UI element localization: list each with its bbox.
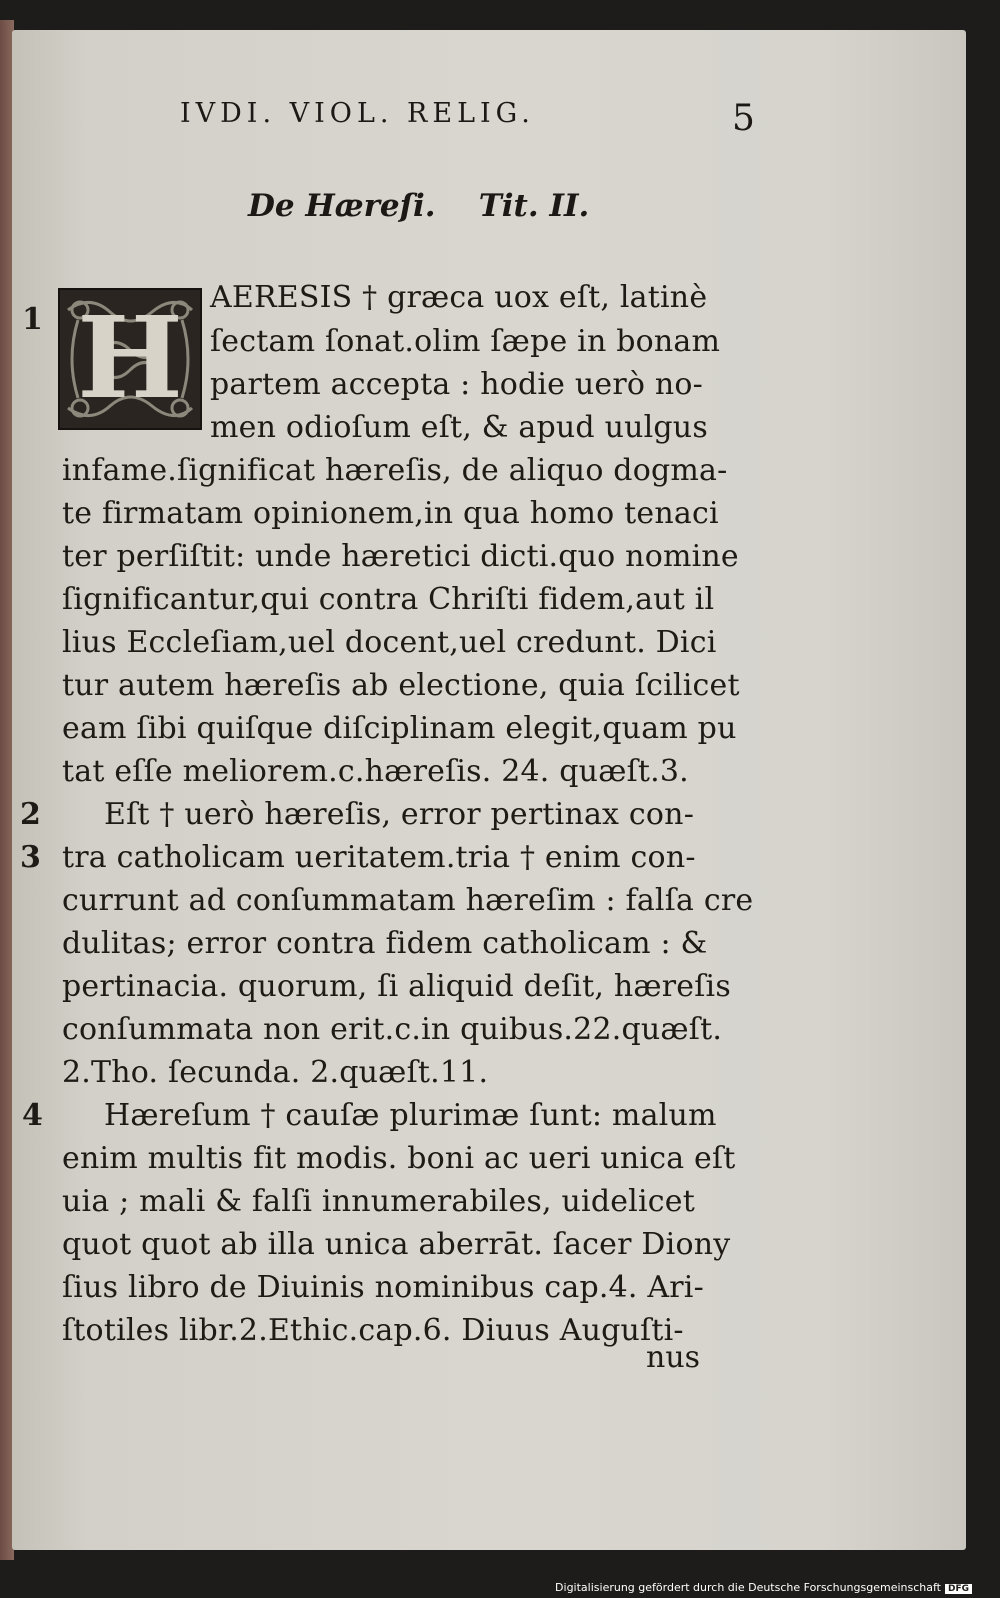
margin-number: 2 xyxy=(20,797,41,832)
text-line: tur autem hæreſis ab electione, quia ſcilicet xyxy=(62,668,740,703)
text-line: lius Eccleſiam,uel docent,uel credunt. Dici xyxy=(62,625,717,660)
text-line: infame.ſignificat hæreſis, de aliquo dogma- xyxy=(62,453,728,488)
text-line: currunt ad conſummatam hæreſim : falſa cre xyxy=(62,883,754,918)
margin-number: 1 xyxy=(22,302,43,337)
margin-number: 4 xyxy=(22,1098,43,1133)
text-line: quot quot ab illa unica aberrāt. ſacer Diony xyxy=(62,1227,731,1262)
text-line: 2.Tho. ſecunda. 2.quæſt.11. xyxy=(62,1055,489,1090)
text-line: ſtotiles libr.2.Ethic.cap.6. Diuus Auguſti- xyxy=(62,1313,684,1348)
text-line: pertinacia. quorum, ſi aliquid deſit, hæreſis xyxy=(62,969,731,1004)
decorated-initial xyxy=(58,288,202,430)
margin-number: 3 xyxy=(20,840,41,875)
text-line: men odioſum eſt, & apud uulgus xyxy=(210,410,708,445)
running-head: IVDI. VIOL. RELIG. xyxy=(180,98,535,129)
section-title: De Hæreſi. Tit. II. xyxy=(248,188,590,224)
footer-credit xyxy=(555,1581,972,1594)
text-line: ſius libro de Diuinis nominibus cap.4. Ari- xyxy=(62,1270,704,1305)
text-line: ſignificantur,qui contra Chriſti fidem,aut il xyxy=(62,582,715,617)
text-line: Hæreſum † cauſæ plurimæ ſunt: malum xyxy=(104,1098,717,1133)
text-line: enim multis fit modis. boni ac ueri unica eſt xyxy=(62,1141,736,1176)
text-line: uia ; mali & falſi innumerabiles, uidelicet xyxy=(62,1184,695,1219)
catchword: nus xyxy=(646,1340,701,1375)
text-line: te firmatam opinionem,in qua homo tenaci xyxy=(62,496,719,531)
dfg-logo: DFG xyxy=(945,1584,972,1594)
text-line: ſectam ſonat.olim ſæpe in bonam xyxy=(210,324,721,359)
text-line: partem accepta : hodie uerò no- xyxy=(210,367,703,402)
text-line: eam ſibi quiſque diſciplinam elegit,quam pu xyxy=(62,711,737,746)
page-number: 5 xyxy=(732,98,755,139)
text-line: conſummata non erit.c.in quibus.22.quæſt. xyxy=(62,1012,723,1047)
footer-text: Digitalisierung gefördert durch die Deutsche Forschungsgemeinschaft xyxy=(555,1581,941,1594)
text-line: ter perſiſtit: unde hæretici dicti.quo nomine xyxy=(62,539,739,574)
text-line: tat eſſe meliorem.c.hæreſis. 24. quæſt.3. xyxy=(62,754,689,789)
text-line: Eſt † uerò hæreſis, error pertinax con- xyxy=(104,797,695,832)
text-line: AERESIS † græca uox eſt, latinè xyxy=(210,280,708,315)
text-line: dulitas; error contra fidem catholicam : & xyxy=(62,926,708,961)
text-line: tra catholicam ueritatem.tria † enim con- xyxy=(62,840,696,875)
initial-letter: H xyxy=(77,293,183,424)
